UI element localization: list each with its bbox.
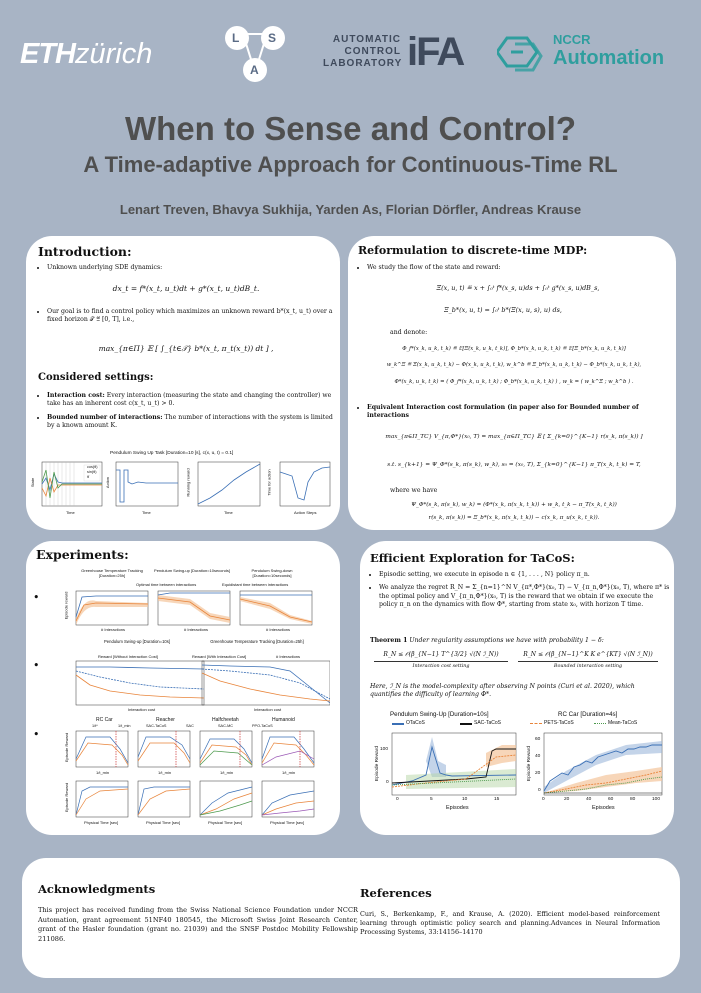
exp-row2-legend-2: Reward [With Interaction Cost] xyxy=(192,654,247,659)
intro-legend-cos: cos(θ) xyxy=(87,465,98,469)
settings-item-cost-text: Every interaction (measuring the state and changing the controller) we take has an inherent cost c(x_t, u_t) > 0. xyxy=(47,392,332,408)
settings-item-bounded-title: Bounded number of interactions: xyxy=(47,413,163,421)
nccr-logo xyxy=(497,28,687,78)
reform-denote: and denote: xyxy=(390,329,428,336)
efficient-card xyxy=(360,541,674,835)
exp-row2-xlabel-2: Interaction cost xyxy=(254,707,282,712)
reform-eq-phi: Φ_f*(x_k, u_k, t_k) ≝ 𝔼[Ξ(x_k, u_k, t_k)], Φ_b*(x_k, u_k, t_k) ≝ 𝔼[Ξ_b*(x_k, u_k, t_k)] xyxy=(402,346,626,352)
intro-bullet-1 xyxy=(38,264,337,272)
intro-legend-sin: sin(θ) xyxy=(87,470,97,474)
reform-eq-phistar: Φ*(x_k, u_k, t_k) = ( Φ_f*(x_k, u_k, t_k) ; Φ_b*(x_k, u_k, t_k) ) , w_k = ( w_k^Ξ ; w_k^b ) . xyxy=(394,379,634,385)
efficient-ylabel-2: Episode Reward xyxy=(527,745,533,782)
exp-row3-legend-tstar: 1/t* xyxy=(92,724,98,728)
intro-xlabel-1: Time xyxy=(66,510,75,515)
refs-text: Curi, S., Berkenkamp, F., and Krause, A. (2020). Efficient model-based reinforcement learning through optimistic policy search and planning.Advances in Neural Information Processing Systems, 33:14156–14170 xyxy=(360,910,660,937)
efficient-p2-ytick-1: 20 xyxy=(535,771,541,776)
intro-bullet-2 xyxy=(38,308,339,325)
exp-row2-xlabel-1: Interaction cost xyxy=(128,707,156,712)
exp-bullet-1: • xyxy=(33,591,40,604)
efficient-p1-xtick-1: 5 xyxy=(430,797,433,802)
efficient-p1-ytick-0: 0 xyxy=(386,780,389,785)
refs-heading: References xyxy=(360,886,432,900)
legend-swatch-mean-tacos xyxy=(594,723,606,724)
intro-eq-sde: dx_t = f*(x_t, u_t)dt + g*(x_t, u_t)dB_t. xyxy=(112,284,260,293)
settings-heading: Considered settings: xyxy=(38,372,154,383)
exp-row1-xlabel-1: # Interactions xyxy=(101,627,126,632)
exp-row2-legend-3: # Interactions xyxy=(276,654,301,659)
las-letter-s: S xyxy=(268,31,277,45)
las-logo xyxy=(215,22,295,84)
reform-heading: Reformulation to discrete-time MDP: xyxy=(358,244,588,257)
theorem-label: Theorem 1 xyxy=(370,637,408,644)
settings-item-cost xyxy=(47,392,339,409)
las-letter-a: A xyxy=(250,63,259,77)
legend-mean-tacos: Mean-TaCoS xyxy=(608,720,638,726)
intro-xlabel-3: Time xyxy=(224,510,233,515)
efficient-heading: Efficient Exploration for TaCoS: xyxy=(370,551,575,565)
intro-xlabel-4: Action Steps xyxy=(294,510,317,515)
exp-row2-plot-1 xyxy=(76,661,204,705)
theorem xyxy=(370,637,664,645)
exp-row1-legend-equidistant: Equidistant time between interactions xyxy=(222,582,289,587)
exp-row2-title-2: Greenhouse Temperature Tracking [Duration=25h] xyxy=(210,639,304,644)
ifa-logo-mark: iFA xyxy=(407,30,464,74)
reform-bullet-1 xyxy=(358,264,673,272)
eth-logo-mark: ETH xyxy=(20,38,75,70)
exp-row3-xlabel-bottom-3: Physical Time [sec] xyxy=(208,820,243,825)
efficient-p2-xtick-1: 20 xyxy=(564,797,570,802)
exp-row3-legend-tmin: 1/t_min xyxy=(118,724,131,728)
efficient-p2-ytick-2: 40 xyxy=(535,754,541,759)
exp-row3-legend-ppo-tacos: PPO-TaCoS xyxy=(252,724,273,728)
exp-row3-xlabel-top-1: 1/t_min xyxy=(96,770,110,775)
exp-row2-legend-1: Reward [Without Interaction Cost] xyxy=(98,654,158,659)
exp-row3-title-2: Reacher xyxy=(156,717,175,723)
efficient-xlabel-1: Episodes xyxy=(446,805,469,811)
exp-row1-xlabel-3: # Interactions xyxy=(266,627,291,632)
exp-row1-legend-optimal: Optimal time between interactions xyxy=(136,582,197,587)
intro-card xyxy=(26,236,340,530)
exp-row1-plot-3 xyxy=(240,591,312,625)
exp-row3-xlabel-bottom-4: Physical Time [sec] xyxy=(270,820,305,825)
experiments-heading: Experiments: xyxy=(36,547,129,562)
legend-sac-tacos: SAC-TaCoS xyxy=(474,720,501,726)
efficient-legend xyxy=(374,720,664,728)
ifa-logo-line2: CONTROL xyxy=(344,46,401,57)
intro-ylabel-3: Running reward xyxy=(185,468,191,497)
efficient-complexity-note: Here, ℐ_N is the model-complexity after observing N points (Curi et al. 2020), which quantifies the difficulty of learning Φ*. xyxy=(370,683,635,699)
efficient-bullet-1: • Episodic setting, we execute in episode n ∈ {1, . . . , N} policy π_n. xyxy=(379,571,673,579)
exp-row3-xlabel-bottom-2: Physical Time [sec] xyxy=(146,820,181,825)
eth-logo xyxy=(20,38,152,71)
efficient-xlabel-2: Episodes xyxy=(592,805,615,811)
efficient-p1-xtick-0: 0 xyxy=(396,797,399,802)
reform-eq-psi: Ψ_Φ*(s_k, π(s_k), w_k) = (Φ*(x_k, π(x_k, t_k)) + w_k, t_k − π_T(x_k, t_k)) xyxy=(411,502,617,508)
exp-row3-legend-sac: SAC xyxy=(186,724,194,728)
exp-row2-title-1: Pendulum Swing-up [Duration=10s] xyxy=(104,639,170,644)
exp-row3-xlabel-top-2: 1/t_min xyxy=(158,770,172,775)
reform-eq-reward-flow: Ξ_b*(x, u, t) = ∫₀ᵗ b*(Ξ(x, u, s), u) ds, xyxy=(444,306,562,314)
exp-row2-plot-2 xyxy=(202,661,330,705)
exp-row2-plots xyxy=(50,659,330,717)
legend-swatch-otacos xyxy=(392,723,404,725)
nccr-logo-top: NCCR xyxy=(553,32,591,47)
intro-ylabel-4: Time for action xyxy=(266,469,272,496)
efficient-p2-ytick-0: 0 xyxy=(538,788,541,793)
intro-plot-action xyxy=(116,462,178,506)
bound-bounded-interactions xyxy=(518,651,658,669)
reform-card xyxy=(348,236,676,530)
intro-ylabel-1: State xyxy=(30,477,36,488)
efficient-p2-xtick-0: 0 xyxy=(542,797,545,802)
efficient-p2-xtick-4: 80 xyxy=(630,797,636,802)
exp-row3-ylabel-bottom: Episode Reward xyxy=(64,782,70,813)
legend-swatch-sac-tacos xyxy=(460,723,472,725)
efficient-p1-xtick-2: 10 xyxy=(462,797,468,802)
exp-row3-top-plots xyxy=(76,731,314,767)
bound-interaction-cost xyxy=(374,651,508,669)
efficient-plots xyxy=(366,731,666,815)
efficient-plot-rccar xyxy=(544,733,662,795)
efficient-p2-xtick-5: 100 xyxy=(652,797,661,802)
exp-row1-plot-1 xyxy=(76,591,148,625)
exp-row3-title-3: Halfcheetah xyxy=(212,717,239,723)
settings-item-bounded xyxy=(47,414,339,431)
efficient-plot-1-title: Pendulum Swing-Up [Duration=10s] xyxy=(390,711,489,718)
intro-figure-title: Pendulum Swing Up Task [Duration=10 [s], c(x, u, t) = 0.1] xyxy=(110,451,234,456)
bound-1-formula: R_N ≤ 𝒪(β_{N−1} T^{3/2} √(N ℐ_N)) xyxy=(374,651,508,662)
exp-row3-xlabel-top-3: 1/t_min xyxy=(220,770,234,775)
bound-1-label: Interaction cost setting xyxy=(412,664,470,669)
legend-swatch-pets-tacos xyxy=(530,723,542,724)
intro-xlabel-2: Time xyxy=(142,510,151,515)
efficient-bullets xyxy=(370,571,673,610)
intro-eq-objective: max_{π∈Π} 𝔼 [ ∫_{t∈𝒯} b*(x_t, π_t(x_t)) dt ] , xyxy=(98,344,274,353)
ifa-logo-line3: LABORATORY xyxy=(323,58,403,69)
nccr-logo-bottom: Automation xyxy=(553,47,665,69)
intro-bullet-1-text: • Unknown underlying SDE dynamics: xyxy=(47,264,337,272)
intro-figure xyxy=(32,458,334,524)
footer-card xyxy=(22,858,680,978)
legend-otacos: OTaCoS xyxy=(406,720,425,726)
settings-item-cost-title: Interaction cost: xyxy=(47,392,105,399)
reform-eq-r: r(s_k, π(s_k)) = Ξ_b*(x_k, π(x_k, t_k)) − c(x_k, π_u(x_k, t_k)). xyxy=(428,515,600,521)
efficient-p2-ytick-3: 60 xyxy=(535,737,541,742)
exp-row1-title-1: Greenhouse Temperature Tracking [Duration=25h] xyxy=(81,568,143,578)
exp-row3-bottom-plots xyxy=(76,781,314,817)
las-letter-l: L xyxy=(232,31,240,45)
reform-bullet-2 xyxy=(358,404,673,421)
legend-pets-tacos: PETS-TaCoS xyxy=(544,720,574,726)
exp-row1-title-2: Pendulum Swing-up [Duration=10seconds] xyxy=(154,568,230,573)
intro-ylabel-2: Action xyxy=(105,476,111,489)
exp-row3-title-4: Humanoid xyxy=(272,717,295,723)
ifa-logo-line1: AUTOMATIC xyxy=(332,34,401,45)
reform-bullet-2-text: • Equivalent Interaction cost formulation (in paper also for Bounded number of interactions xyxy=(367,404,673,421)
exp-row3-xlabel-bottom-1: Physical Time [sec] xyxy=(84,820,119,825)
reform-bullet-1-text: • We study the flow of the state and reward: xyxy=(367,264,673,272)
ifa-logo xyxy=(323,30,473,74)
exp-row1-title-3: Pendulum Swing-down [Duration=10seconds] xyxy=(251,568,293,578)
efficient-bullet-2: • We analyze the regret R_N = Σ_{n=1}^N V_{π*,Φ*}(x₀, T) − V_{π_n,Φ*}(x₀, T), where π* is the optimal policy and V_{π_n,Φ*}(x₀, T) is the reward that we obtain if we execute the policy π_n on the dynamics with flow Φ*, starting from state x₀, with horizon T time. xyxy=(379,584,673,609)
poster-authors: Lenart Treven, Bhavya Sukhija, Yarden As, Florian Dörfler, Andreas Krause xyxy=(119,202,582,217)
reform-eq-w: w_k^Ξ ≝ Ξ(x_k, u_k, t_k) − Φ(x_k, u_k, t_k), w_k^b ≝ Ξ_b*(x_k, u_k, t_k) − Φ_b*(x_k, u_k, t_k), xyxy=(386,362,642,368)
exp-bullet-2: • xyxy=(33,659,40,672)
efficient-plot-pendulum xyxy=(392,733,516,795)
exp-row3-legend-sac-tacos: SAC-TaCoS xyxy=(146,724,167,728)
poster-subtitle: A Time-adaptive Approach for Continuous-Time RL xyxy=(83,152,618,177)
reform-where: where we have xyxy=(390,487,438,494)
exp-row3-legend-sac-mc: SAC-MC xyxy=(218,724,233,728)
exp-row3-plots xyxy=(50,729,330,829)
ack-text: This project has received funding from the Swiss National Science Foundation under NCCR Automation, grant agreement 51NF40 180545, the Microsoft Swiss Joint Research Center, grant of the Hasler foundation (grant no. 21039) and the SNSF Postdoc Mobility Fellowship 211086. xyxy=(38,906,358,943)
efficient-p1-xtick-3: 15 xyxy=(494,797,500,802)
bound-2-formula: R_N ≤ 𝒪(β_{N−1}^K K e^{KT} √(N ℐ_N)) xyxy=(518,651,658,662)
intro-plot-reward xyxy=(198,462,260,506)
exp-row1-plot-2 xyxy=(158,591,230,625)
intro-legend-thetadot: θ̇ xyxy=(87,475,90,479)
ack-heading: Acknowledgments xyxy=(38,882,156,896)
intro-plot-time-for-action xyxy=(280,462,330,506)
efficient-p2-xtick-2: 40 xyxy=(586,797,592,802)
experiments-card xyxy=(26,541,340,835)
theorem-text: Under regularity assumptions we have with probability 1 − δ: xyxy=(409,637,604,644)
intro-bullet-2-text: • Our goal is to find a control policy which maximizes an unknown reward b*(x_t, u_t) over a fixed horizon 𝒯 ≝ [0, T], i.e., xyxy=(47,308,339,325)
exp-row3-ylabel-top: Episode Reward xyxy=(64,732,70,763)
efficient-plot-2-title: RC Car [Duration=4s] xyxy=(558,711,618,718)
exp-row1-xlabel-2: # Interactions xyxy=(184,627,209,632)
intro-heading: Introduction: xyxy=(38,244,132,259)
efficient-p2-xtick-3: 60 xyxy=(608,797,614,802)
exp-bullet-3: • xyxy=(33,728,40,741)
efficient-ylabel-1: Episode Reward xyxy=(375,745,381,782)
reform-eq-constraint: s.t. s_{k+1} = Ψ_Φ*(s_k, π(s_k), w_k), s₀ = (x₀, T), Σ_{k=0}^{K−1} π_T(x_k, t_k) = T, xyxy=(387,462,641,468)
eth-logo-zurich: zürich xyxy=(75,38,153,70)
reform-eq-flow: Ξ(x, u, t) ≝ x + ∫₀ᵗ f*(x_s, u)ds + ∫₀ᵗ g*(x_s, u)dB_s, xyxy=(436,284,600,292)
reform-eq-max: max_{π∈Π_TC} V_{π,Φ*}(x₀, T) = max_{π∈Π_TC} 𝔼 [ Σ_{k=0}^{K−1} r(s_k, π(s_k)) ] xyxy=(385,434,643,440)
exp-row3-xlabel-top-4: 1/t_min xyxy=(282,770,296,775)
exp-row3-title-1: RC Car xyxy=(96,717,113,723)
bound-2-label: Bounded interaction setting xyxy=(553,664,623,669)
efficient-p1-ytick-1: 100 xyxy=(380,747,389,752)
poster-title: When to Sense and Control? xyxy=(125,110,576,147)
settings-item-bounded-text: The number of interactions with the system is limited by a known amount K. xyxy=(47,413,333,430)
exp-row1-ylabel: Episode reward xyxy=(63,591,69,620)
settings-list xyxy=(38,392,339,431)
